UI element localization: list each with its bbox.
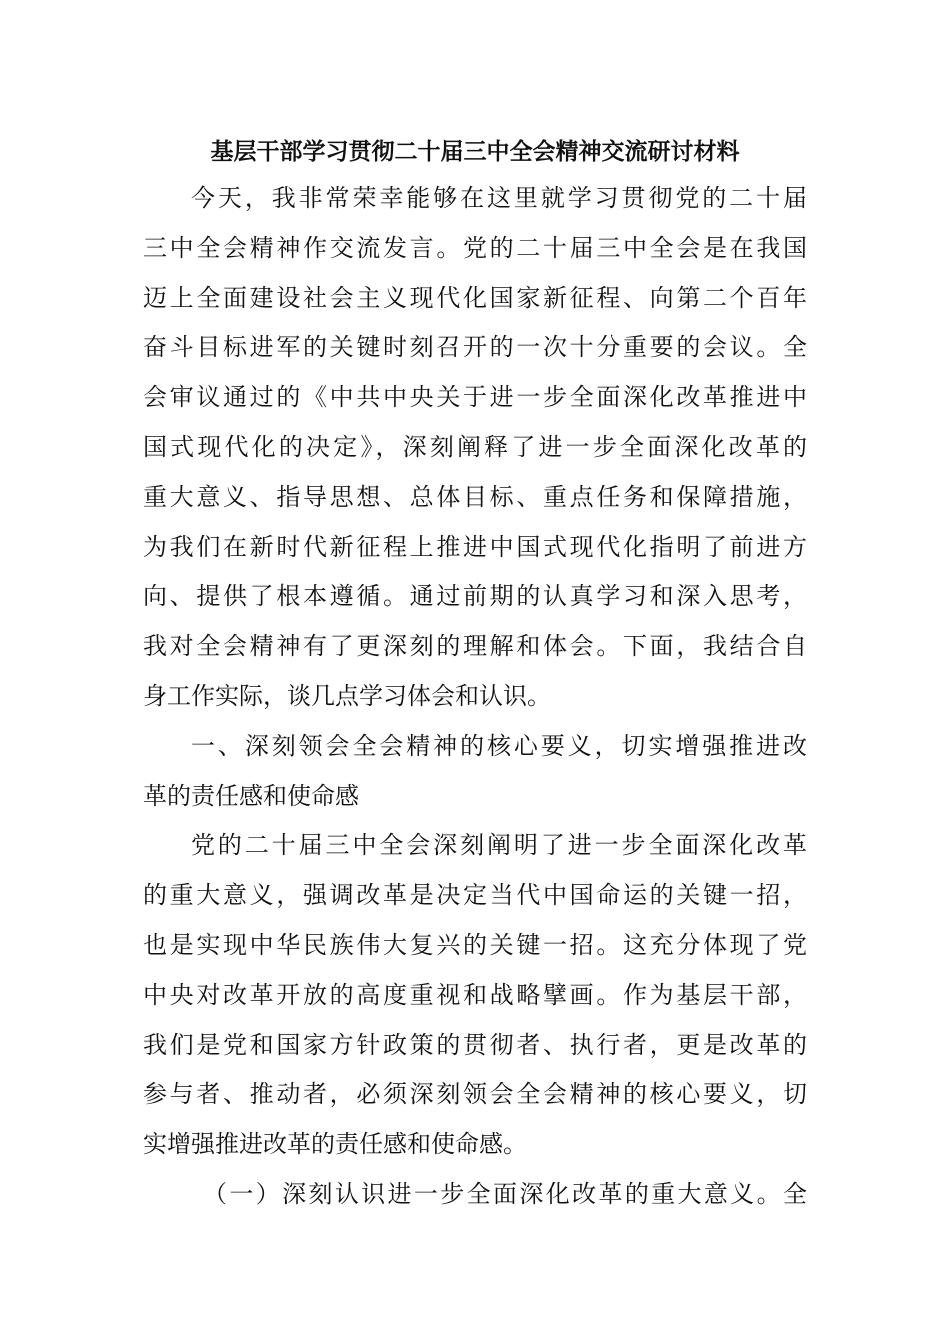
text-line: 为我们在新时代新征程上推进中国式现代化指明了前进方 xyxy=(143,532,807,561)
text-line: 会审议通过的《中共中央关于进一步全面深化改革推进中 xyxy=(143,383,807,412)
text-line: 向、提供了根本遵循。通过前期的认真学习和深入思考， xyxy=(143,582,807,611)
paragraph-section-1 xyxy=(143,821,807,1170)
text-line: 的重大意义，强调改革是决定当代中国命运的关键一招， xyxy=(143,881,807,910)
text-line: 中央对改革开放的高度重视和战略擘画。作为基层干部， xyxy=(143,980,807,1009)
text-line: 身工作实际，谈几点学习体会和认识。 xyxy=(143,681,551,710)
document-body xyxy=(143,174,807,1220)
document-title: 基层干部学习贯彻二十届三中全会精神交流研讨材料 xyxy=(210,139,740,165)
text-line: 也是实现中华民族伟大复兴的关键一招。这充分体现了党 xyxy=(143,930,807,959)
section-heading-1 xyxy=(143,722,807,822)
text-line: 重大意义、指导思想、总体目标、重点任务和保障措施， xyxy=(143,482,807,511)
text-line: 我对全会精神有了更深刻的理解和体会。下面，我结合自 xyxy=(143,632,807,661)
text-line: 实增强推进改革的责任感和使命感。 xyxy=(143,1130,527,1159)
text-line: 三中全会精神作交流发言。党的二十届三中全会是在我国 xyxy=(143,233,807,262)
text-line: 党的二十届三中全会深刻阐明了进一步全面深化改革 xyxy=(191,831,807,860)
text-line: 我们是党和国家方针政策的贯彻者、执行者，更是改革的 xyxy=(143,1030,807,1059)
text-line: 今天，我非常荣幸能够在这里就学习贯彻党的二十届 xyxy=(191,184,807,212)
text-line: 奋斗目标进军的关键时刻召开的一次十分重要的会议。全 xyxy=(143,333,807,362)
text-line: 参与者、推动者，必须深刻领会全会精神的核心要义，切 xyxy=(143,1080,807,1109)
text-line: 一、深刻领会全会精神的核心要义，切实增强推进改 xyxy=(191,731,807,760)
paragraph-intro xyxy=(143,174,807,722)
text-line: （一）深刻认识进一步全面深化改革的重大意义。全 xyxy=(203,1179,807,1208)
text-line: 国式现代化的决定》，深刻阐释了进一步全面深化改革的 xyxy=(143,432,807,461)
subsection-1 xyxy=(143,1170,807,1220)
text-line: 革的责任感和使命感 xyxy=(143,781,359,810)
text-line: 迈上全面建设社会主义现代化国家新征程、向第二个百年 xyxy=(143,283,807,312)
